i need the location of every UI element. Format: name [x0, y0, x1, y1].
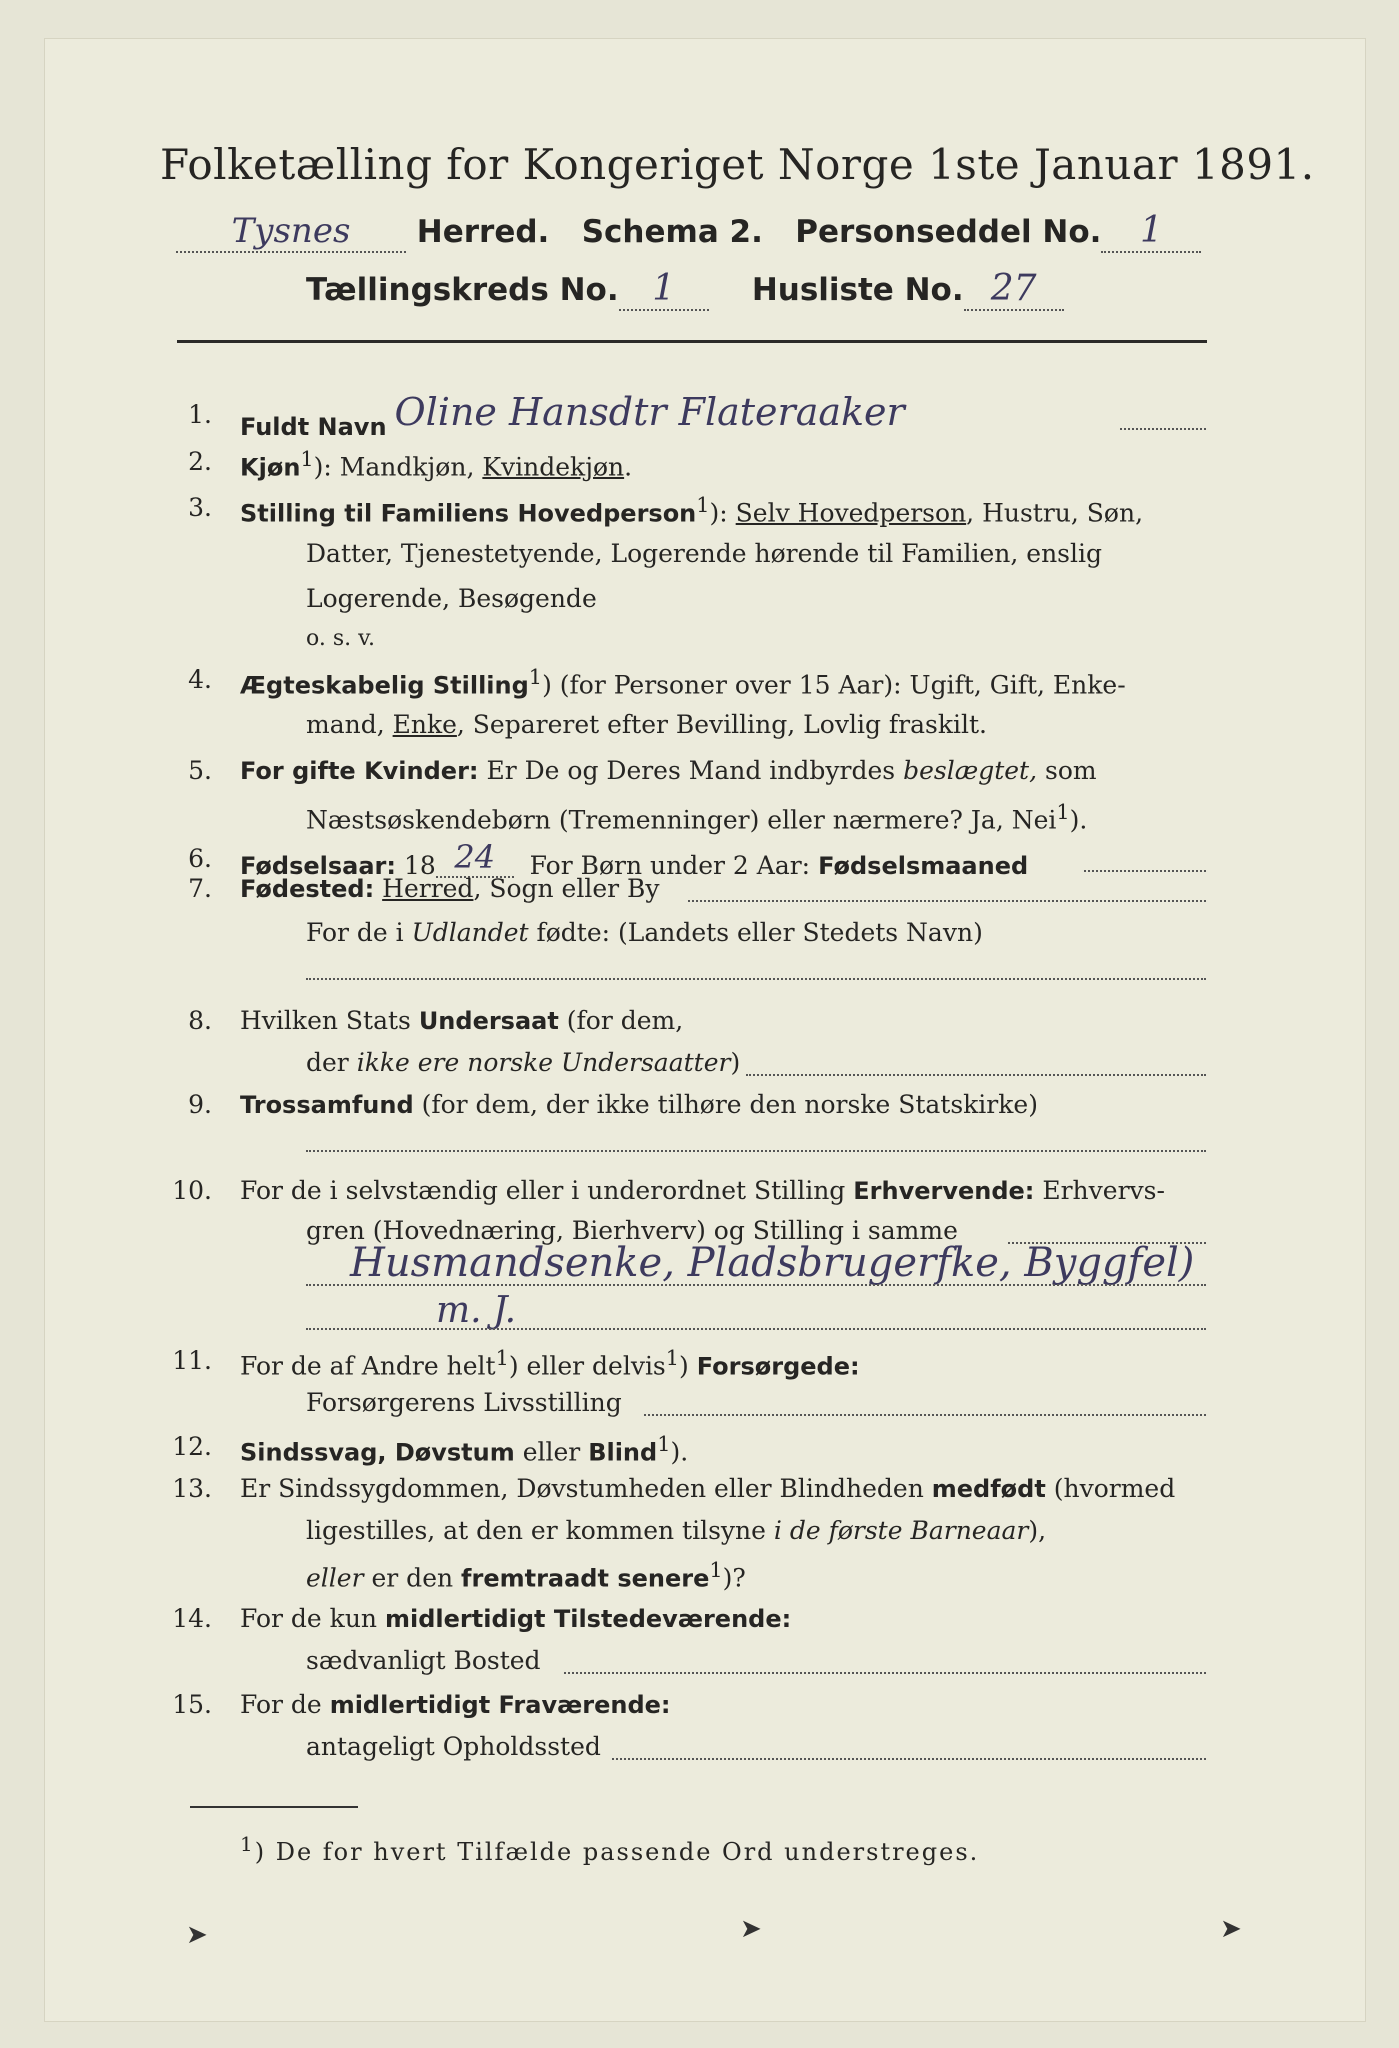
arrow-mark-icon: ➤ [740, 1914, 762, 1944]
q7-number: 7. [188, 874, 212, 903]
q9-text: (for dem, der ikke tilhøre den norske Statskirke) [413, 1090, 1038, 1119]
q14-pre: For de kun [240, 1604, 385, 1633]
q12-sup: 1 [657, 1432, 671, 1456]
q11-mid: ) eller delvis [508, 1351, 666, 1381]
q2-label: Kjøn [240, 453, 301, 482]
personseddel-value: 1 [1101, 210, 1201, 253]
header-line-1 [176, 210, 1201, 253]
q8-pre: Hvilken Stats [240, 1006, 419, 1035]
q2-options: ): Mandkjøn, [313, 452, 483, 482]
herred-label: Herred. [416, 214, 550, 250]
q10-value-1: Husmandsenke, Pladsbrugerfke, Byggfel) [350, 1240, 1195, 1286]
q9-number: 9. [188, 1090, 212, 1119]
q13-label-2: fremtraadt senere [461, 1564, 710, 1593]
q1-label: Fuldt Navn [240, 413, 387, 441]
q3-options-2: Datter, Tjenestetyende, Logerende hørende til Familien, enslig [306, 539, 1103, 568]
q11-pre: For de af Andre helt [240, 1351, 496, 1381]
q8-label: Undersaat [418, 1007, 559, 1035]
q7-text-1: For de i [306, 918, 412, 947]
q12-label-2: Blind [588, 1438, 658, 1467]
q4-options-2a: mand, [306, 710, 393, 739]
q5-end: ). [1069, 805, 1088, 835]
q7-options: , Sogn eller By [473, 874, 660, 903]
q5-number: 5. [188, 756, 212, 785]
q7-selected: Herred [382, 874, 474, 903]
q6-value: 24 [436, 838, 514, 878]
footnote-sup: 1 [240, 1832, 255, 1856]
q12-end: ). [670, 1437, 689, 1467]
q8-italic: ikke ere norske Undersaatter [356, 1048, 731, 1077]
q10-pre: For de i selvstændig eller i underordnet Stilling [240, 1176, 854, 1205]
q5-label: gifte Kvinder: [292, 757, 479, 785]
q11-text-2: Forsørgerens Livsstilling [306, 1388, 622, 1417]
husliste-label: Husliste No. [751, 272, 964, 308]
q2-selected: Kvindekjøn [482, 452, 625, 482]
q13-text-4: er den [363, 1563, 462, 1593]
q5-text-2: som [1037, 756, 1097, 785]
q1-dots [1120, 428, 1206, 430]
q4-options-2b: , Separeret efter Bevilling, Lovlig fraskilt. [456, 710, 987, 739]
q7-italic: Udlandet [411, 918, 529, 947]
herred-value: Tysnes [176, 211, 406, 253]
q6-dots [1084, 870, 1206, 872]
q8-number: 8. [188, 1006, 212, 1035]
q3-colon: ): [709, 498, 736, 528]
kreds-label: Tællingskreds No. [306, 272, 619, 308]
q13-text: (hvormed [1045, 1474, 1176, 1503]
q11-sup-2: 1 [665, 1346, 680, 1370]
q10-number: 10. [172, 1176, 212, 1205]
q3-label: Stilling til Familiens Hovedperson [240, 499, 697, 528]
footnote-text: ) De for hvert Tilfælde passende Ord understreges. [254, 1838, 980, 1866]
q8-text: (for dem, [558, 1006, 684, 1035]
q13-text-2: ligestilles, at den er kommen tilsyne [306, 1516, 774, 1545]
q13-sup: 1 [709, 1558, 723, 1582]
q12-mid: eller [514, 1437, 589, 1467]
q3-number: 3. [188, 493, 212, 522]
q13-text-3: ), [1028, 1516, 1047, 1545]
q4-number: 4. [188, 665, 212, 694]
q14-dots [564, 1672, 1206, 1674]
q2-sup: 1 [300, 447, 314, 471]
q11-number: 11. [172, 1346, 212, 1375]
q7-dots [688, 900, 1206, 902]
q10-value-2: m. J. [436, 1290, 517, 1331]
header-line-2 [306, 268, 1064, 311]
form-title: Folketælling for Kongeriget Norge 1ste Januar 1891. [160, 140, 1315, 189]
q5-text-1: Er De og Deres Mand indbyrdes [478, 756, 904, 785]
q7-answer-line [306, 978, 1206, 980]
q9-answer-line [306, 1150, 1206, 1152]
q13-pre: Er Sindssygdommen, Døvstumheden eller Blindheden [240, 1474, 932, 1503]
q5-pre: For [240, 757, 293, 785]
q9-label: Trossamfund [240, 1091, 414, 1119]
q3-options-1: , Hustru, Søn, [966, 498, 1144, 528]
husliste-value: 27 [964, 268, 1064, 311]
q3-options-3: Logerende, Besøgende [306, 584, 597, 613]
q10-answer-line-1 [306, 1284, 1206, 1286]
q8-end: ) [730, 1048, 741, 1077]
q10-text: Erhvervs- [1034, 1176, 1165, 1205]
q3-selected: Selv Hovedperson [735, 498, 967, 528]
q3-sup: 1 [696, 493, 710, 517]
corner-mark-icon: ➤ [186, 1920, 208, 1950]
q6-number: 6. [188, 844, 212, 873]
q1-value: Oline Hansdtr Flateraaker [394, 390, 905, 434]
q4-options-1: ) (for Personer over 15 Aar): Ugift, Gift, Enke- [542, 670, 1126, 700]
q15-label: midlertidigt Fraværende: [329, 1691, 671, 1719]
footnote [240, 1832, 979, 1866]
q15-text-2: antageligt Opholdssted [306, 1732, 601, 1761]
q11-end: ) [679, 1351, 697, 1381]
q15-dots [612, 1758, 1206, 1760]
q6-label-2: Fødselsmaaned [818, 852, 1029, 880]
q6-label: Fødselsaar: [240, 852, 396, 880]
q4-label: Ægteskabelig Stilling [240, 671, 529, 700]
q13-italic-2: eller [306, 1563, 364, 1593]
q6-mid: For Børn under 2 Aar: [529, 851, 819, 880]
q13-italic: i de første Barneaar [773, 1516, 1029, 1545]
footnote-rule [190, 1806, 358, 1808]
arrow-mark-icon-2: ➤ [1220, 1914, 1242, 1944]
q11-dots [644, 1414, 1206, 1416]
q13-number: 13. [172, 1474, 212, 1503]
schema-label: Schema 2. [581, 214, 763, 250]
q14-number: 14. [172, 1604, 212, 1633]
q6-prefix: 18 [396, 851, 436, 880]
q11-label: Forsørgede: [696, 1352, 860, 1381]
q4-selected: Enke [392, 710, 457, 739]
q8-text-2: der [306, 1048, 357, 1077]
q1-number: 1. [188, 400, 212, 429]
q5-italic: beslægtet, [903, 756, 1038, 785]
q15-number: 15. [172, 1690, 212, 1719]
q7-text-2: fødte: (Landets eller Stedets Navn) [528, 918, 983, 947]
q4-sup: 1 [528, 665, 543, 689]
q15-pre: For de [240, 1690, 330, 1719]
header-rule [177, 340, 1207, 343]
q11-sup-1: 1 [495, 1346, 509, 1370]
personseddel-label: Personseddel No. [795, 214, 1102, 250]
q12-number: 12. [172, 1432, 212, 1461]
q2-end: . [624, 452, 633, 482]
q8-dots [746, 1074, 1206, 1076]
q13-label: medfødt [931, 1475, 1046, 1503]
q10-label: Erhvervende: [853, 1177, 1035, 1205]
q12-label: Sindssvag, Døvstum [240, 1438, 515, 1467]
q13-end: )? [722, 1563, 746, 1593]
q10-answer-line-2 [306, 1328, 1206, 1330]
q5-sup: 1 [1056, 800, 1070, 824]
q14-label: midlertidigt Tilstedeværende: [384, 1605, 792, 1633]
q10-text-2: gren (Hovednæring, Bierhverv) og Stilling i samme [306, 1216, 958, 1245]
q2-number: 2. [188, 447, 212, 476]
q7-label: Fødested: [240, 875, 375, 903]
q3-options-4: o. s. v. [306, 626, 375, 651]
q5-options: Næstsøskendebørn (Tremenninger) eller nærmere? Ja, Nei [306, 805, 1057, 835]
kreds-value: 1 [619, 268, 709, 311]
q14-text-2: sædvanligt Bosted [306, 1646, 541, 1675]
